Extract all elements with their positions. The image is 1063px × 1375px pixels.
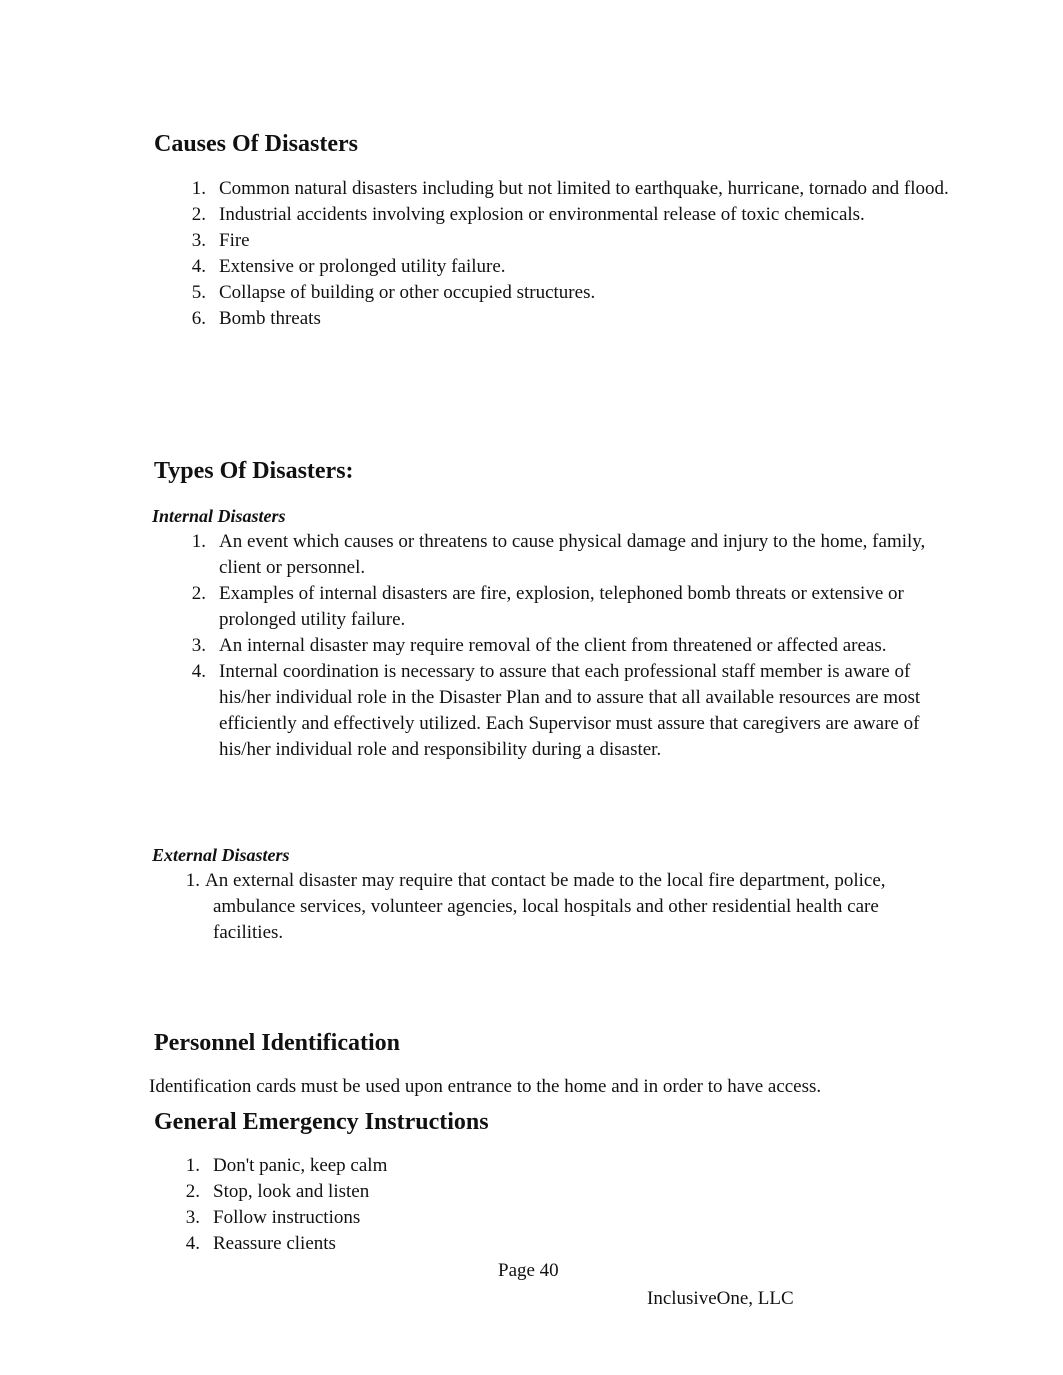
list-item: 5. Collapse of building or other occupied structures. xyxy=(191,282,596,303)
general-heading: General Emergency Instructions xyxy=(154,1109,489,1135)
general-list xyxy=(176,1153,776,1257)
footer-company: InclusiveOne, LLC xyxy=(647,1288,794,1309)
page-number: Page 40 xyxy=(498,1260,559,1281)
list-item: 3. An internal disaster may require removal of the client from threatened or affected areas. xyxy=(191,635,887,656)
causes-list xyxy=(182,176,972,332)
list-item: 1. Don't panic, keep calm xyxy=(185,1155,388,1176)
list-item: 3. Fire xyxy=(191,230,250,251)
list-item: 1. Common natural disasters including but not limited to earthquake, hurricane, tornado and flood. xyxy=(191,178,949,199)
types-heading: Types Of Disasters: xyxy=(154,458,354,484)
list-item: 2. Examples of internal disasters are fire, explosion, telephoned bomb threats or extensive or prolonged utility failure. xyxy=(191,583,904,630)
personnel-heading: Personnel Identification xyxy=(154,1030,400,1056)
list-item: 4. Internal coordination is necessary to assure that each professional staff member is aware of his/her individual role in the Disaster Plan and to assure that all available resources are most efficiently and effectively utilized. Each Supervisor must assure that caregivers are aware of his/her individual role and responsibility during a disaster. xyxy=(191,661,921,760)
list-item: 2. Industrial accidents involving explosion or environmental release of toxic chemicals. xyxy=(191,204,865,225)
list-item: 4. Reassure clients xyxy=(185,1233,336,1254)
external-disasters-subheading: External Disasters xyxy=(152,845,290,865)
personnel-text: Identification cards must be used upon entrance to the home and in order to have access. xyxy=(149,1076,822,1097)
internal-disasters-list xyxy=(182,529,942,763)
list-item: 1. An event which causes or threatens to cause physical damage and injury to the home, family, client or personnel. xyxy=(191,531,926,578)
list-item: 1. An external disaster may require that contact be made to the local fire department, police, ambulance services, volunteer agencies, local hospitals and other residential health care facilities. xyxy=(185,870,886,943)
list-item: 6. Bomb threats xyxy=(191,308,321,329)
list-item: 3. Follow instructions xyxy=(185,1207,361,1228)
causes-heading: Causes Of Disasters xyxy=(154,131,358,157)
list-item: 4. Extensive or prolonged utility failure. xyxy=(191,256,506,277)
external-disasters-list xyxy=(182,868,912,946)
list-item: 2. Stop, look and listen xyxy=(185,1181,370,1202)
internal-disasters-subheading: Internal Disasters xyxy=(152,506,286,526)
